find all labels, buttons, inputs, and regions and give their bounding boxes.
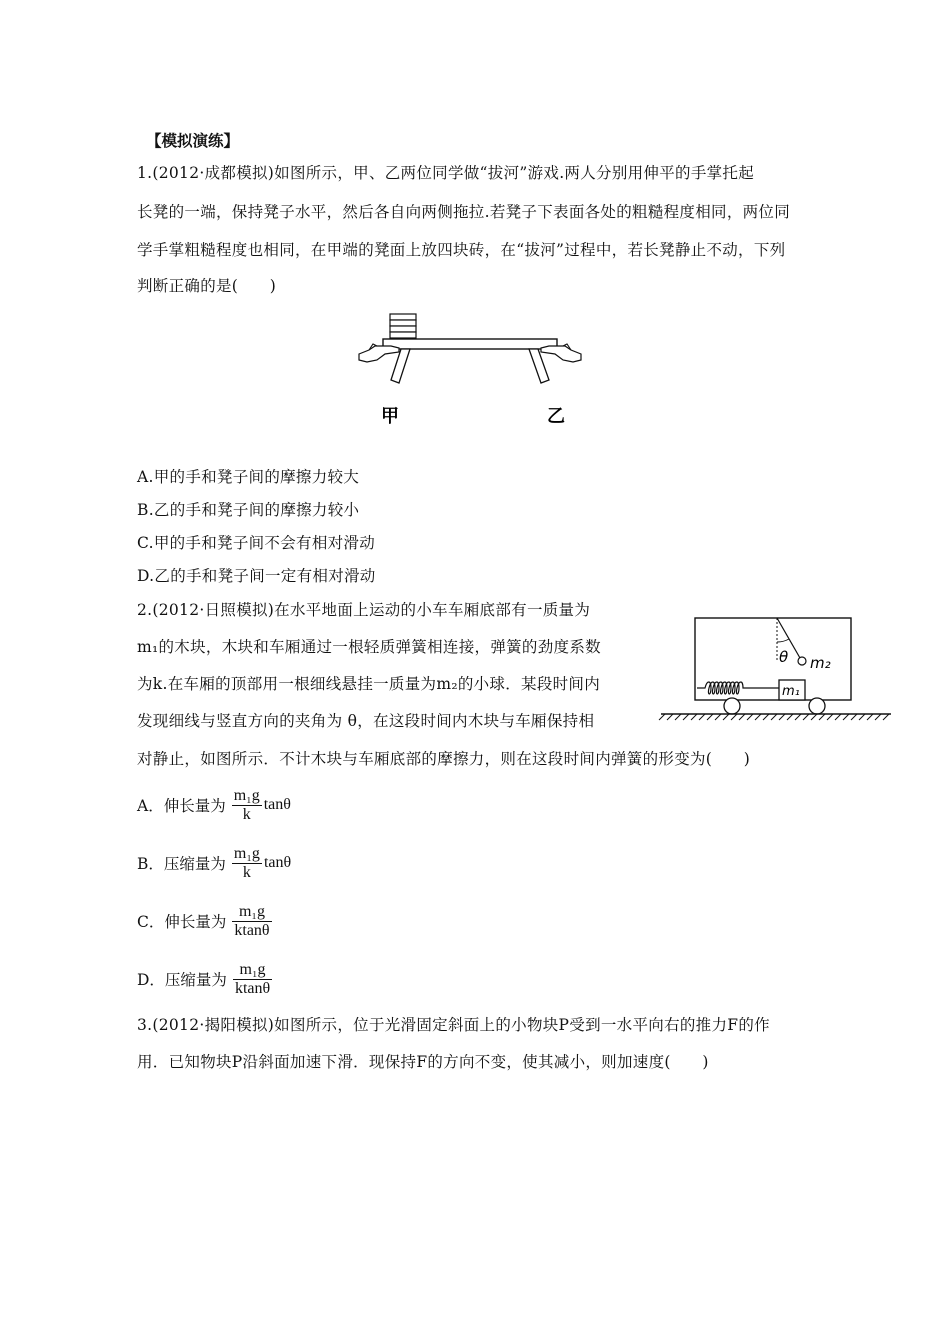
left-hand: [359, 346, 399, 362]
q2-option-b: [137, 840, 291, 886]
option-label: C．伸长量为: [137, 913, 227, 931]
fraction-numerator: m₁g: [232, 903, 271, 922]
q2-option-c: [137, 898, 274, 944]
bench-leg-right: [529, 349, 549, 383]
q3-line-2: 用．已知物块P沿斜面加速下滑．现保持F的方向不变，使其减小，则加速度( ): [137, 1053, 709, 1071]
right-hand: [541, 346, 581, 362]
q1-line-4: 判断正确的是( ): [137, 277, 277, 295]
q2-line-4: 发现细线与竖直方向的夹角为 θ，在这段时间内木块与车厢保持相: [137, 712, 595, 730]
theta-label: θ: [779, 648, 789, 666]
bench-leg-left: [391, 349, 410, 383]
bench-top: [383, 339, 557, 349]
label-jia: 甲: [381, 406, 399, 427]
option-label: A．伸长量为: [137, 797, 226, 815]
q2-line-5: 对静止，如图所示．不计木块与车厢底部的摩擦力，则在这段时间内弹簧的形变为( ): [137, 750, 751, 768]
q1-line-1: 1.(2012·成都模拟)如图所示，甲、乙两位同学做“拔河”游戏.两人分别用伸平的手掌托起: [137, 164, 755, 182]
fraction-denominator: k: [242, 863, 251, 881]
option-label: B．压缩量为: [137, 855, 226, 873]
option-suffix: tanθ: [263, 854, 292, 871]
q2-line-1: 2.(2012·日照模拟)在水平地面上运动的小车车厢底部有一质量为: [137, 601, 591, 619]
m2-label: m₂: [810, 654, 831, 672]
fraction-denominator: ktanθ: [234, 979, 271, 997]
q1-option-d: D.乙的手和凳子间一定有相对滑动: [137, 567, 376, 585]
option-suffix: tanθ: [263, 796, 291, 813]
fraction: [232, 845, 262, 882]
option-label: D．压缩量为: [137, 971, 227, 989]
q1-option-b: B.乙的手和凳子间的摩擦力较小: [137, 501, 360, 519]
pendulum-ball: [798, 657, 806, 665]
wheel-left: [724, 698, 740, 714]
fraction: [233, 961, 272, 998]
q2-option-d: [137, 956, 274, 1002]
q3-line-1: 3.(2012·揭阳模拟)如图所示，位于光滑固定斜面上的小物块P受到一水平向右的推力F的作: [137, 1016, 770, 1034]
fraction-numerator: m₁g: [233, 844, 260, 862]
q2-line-2: m₁的木块，木块和车厢通过一根轻质弹簧相连接，弹簧的劲度系数: [137, 638, 601, 656]
q2-line-3: 为k.在车厢的顶部用一根细线悬挂一质量为m₂的小球．某段时间内: [137, 675, 601, 693]
bench-figure: [355, 310, 595, 430]
q1-option-c: C.甲的手和凳子间不会有相对滑动: [137, 534, 376, 552]
section-title: 【模拟演练】: [146, 131, 240, 150]
bricks: [390, 314, 416, 338]
fraction: [232, 903, 271, 940]
m1-label: m₁: [782, 684, 800, 699]
fraction-numerator: m₁g: [233, 786, 260, 804]
q1-line-2: 长凳的一端，保持凳子水平，然后各自向两侧拖拉.若凳子下表面各处的粗糙程度相同，两位同: [137, 203, 791, 221]
fraction-denominator: ktanθ: [234, 921, 270, 939]
cart-figure: [655, 612, 895, 722]
q1-option-a: A.甲的手和凳子间的摩擦力较大: [137, 468, 360, 486]
label-yi: 乙: [547, 406, 565, 427]
wheel-right: [809, 698, 825, 714]
fraction-numerator: m₁g: [233, 961, 272, 980]
fraction: [232, 787, 262, 824]
q1-line-3: 学手掌粗糙程度也相同，在甲端的凳面上放四块砖，在“拔河”过程中，若长凳静止不动，下列: [137, 241, 786, 259]
q2-option-a: [137, 782, 291, 828]
fraction-denominator: k: [242, 805, 251, 823]
